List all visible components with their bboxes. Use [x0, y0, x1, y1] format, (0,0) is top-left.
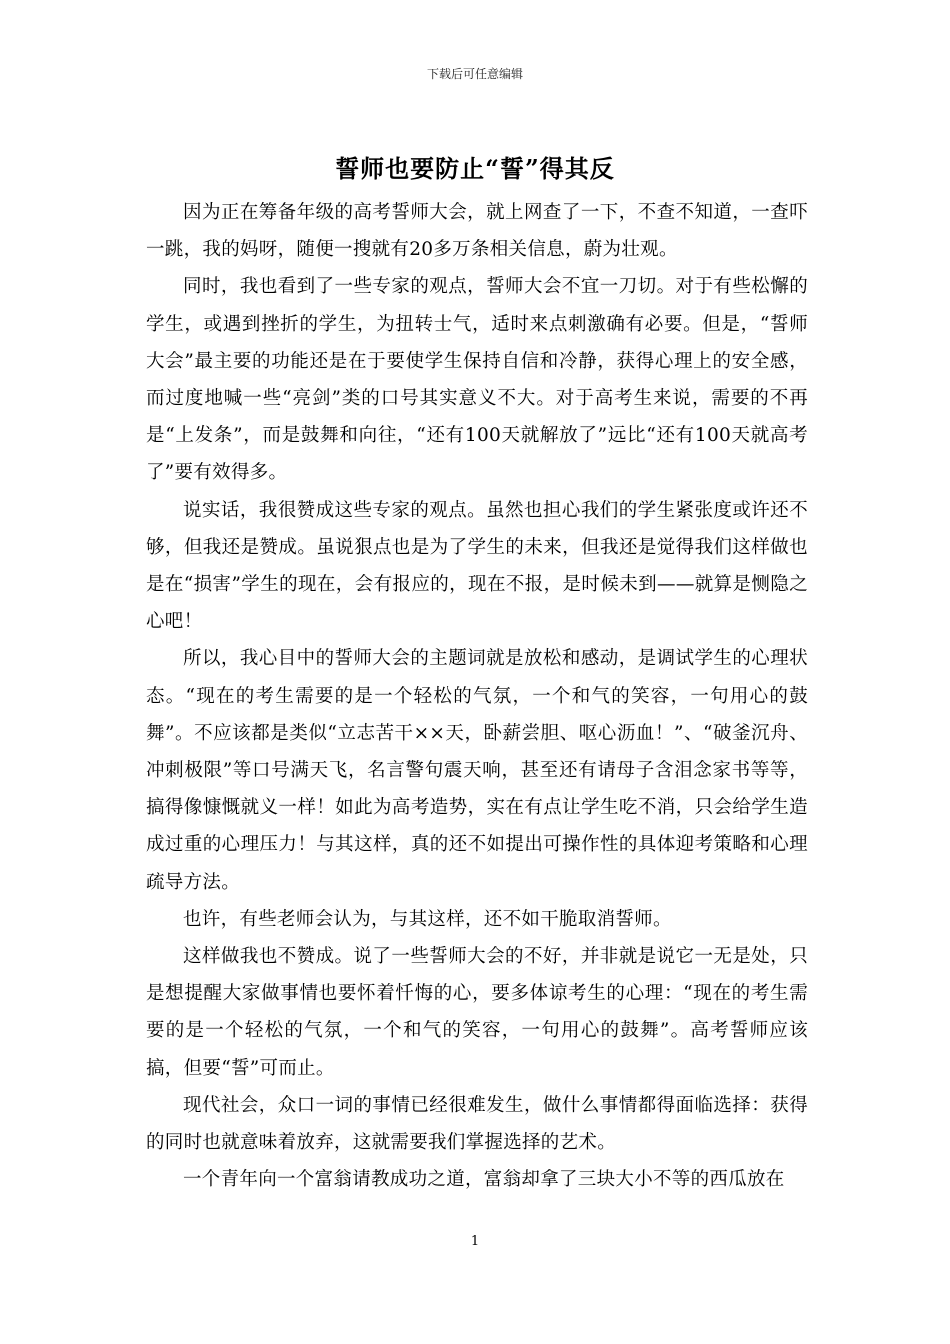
paragraph: 因为正在筹备年级的高考誓师大会，就上网查了一下，不查不知道，一查吓一跳，我的妈呀，随便一搜就有20多万条相关信息，蔚为壮观。	[146, 202, 808, 261]
paragraph: 说实话，我很赞成这些专家的观点。虽然也担心我们的学生紧张度或许还不够，但我还是赞成。虽说狠点也是为了学生的未来，但我还是觉得我们这样做也是在“损害”学生的现在，会有报应的，现在不报，是时候未到——就算是恻隐之心吧！	[146, 499, 808, 633]
article-body	[146, 194, 808, 1198]
page-title: 誓师也要防止“誓”得其反	[335, 154, 615, 183]
paragraph: 这样做我也不赞成。说了一些誓师大会的不好，并非就是说它一无是处，只是想提醒大家做事情也要怀着忏悔的心，要多体谅考生的心理：“现在的考生需要的是一个轻松的气氛，一个和气的笑容，一句用心的鼓舞”。高考誓师应该搞，但要“誓”可而止。	[146, 946, 808, 1079]
paragraph: 同时，我也看到了一些专家的观点，誓师大会不宜一刀切。对于有些松懈的学生，或遇到挫折的学生，为扭转士气，适时来点刺激确有必要。但是，“誓师大会”最主要的功能还是在于要使学生保持自信和冷静，获得心理上的安全感，而过度地喊一些“亮剑”类的口号其实意义不大。对于高考生来说，需要的不再是“上发条”，而是鼓舞和向往，“还有100天就解放了”远比“还有100天就高考了”要有效得多。	[146, 276, 808, 484]
paragraph: 现代社会，众口一词的事情已经很难发生，做什么事情都得面临选择：获得的同时也就意味着放弃，这就需要我们掌握选择的艺术。	[146, 1094, 808, 1154]
paragraph: 一个青年向一个富翁请教成功之道，富翁却拿了三块大小不等的西瓜放在	[183, 1169, 785, 1191]
page-number: 1	[470, 1234, 480, 1249]
paragraph: 也许，有些老师会认为，与其这样，还不如干脆取消誓师。	[183, 908, 672, 930]
header-note: 下载后可任意编辑	[426, 67, 523, 81]
paragraph: 所以，我心目中的誓师大会的主题词就是放松和感动，是调试学生的心理状态。“现在的考生需要的是一个轻松的气氛，一个和气的笑容，一句用心的鼓舞”。不应该都是类似“立志苦干××天，卧薪尝胆、呕心沥血！”、“破釜沉舟、冲刺极限”等口号满天飞，名言警句震天响，甚至还有请母子含泪念家书等等，搞得像慷慨就义一样！如此为高考造势，实在有点让学生吃不消，只会给学生造成过重的心理压力！与其这样，真的还不如提出可操作性的具体迎考策略和心理疏导方法。	[146, 648, 808, 893]
